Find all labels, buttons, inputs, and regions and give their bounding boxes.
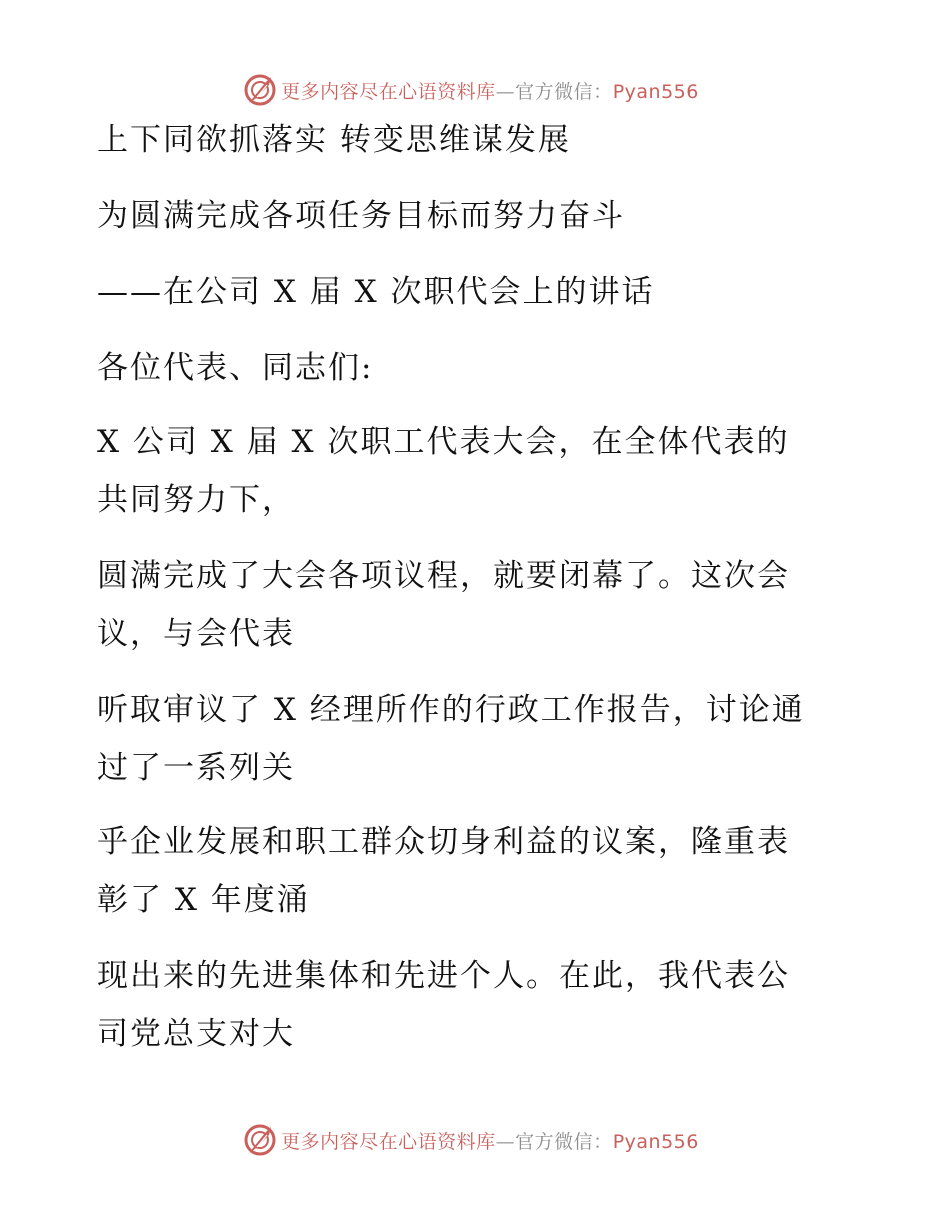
footer-wechat-label: 官方微信： — [515, 1130, 613, 1153]
doc-paragraph-line: 彰了 X 年度涌 — [97, 882, 310, 918]
quill-pen-logo-icon — [243, 1123, 277, 1157]
doc-title-line-1: 上下同欲抓落实 转变思维谋发展 — [97, 122, 571, 158]
doc-paragraph-line: 乎企业发展和职工群众切身利益的议案，隆重表 — [97, 824, 790, 860]
footer-banner-text — [281, 1127, 699, 1154]
header-wechat-id: Pyan556 — [612, 80, 699, 103]
quill-pen-logo-icon — [243, 73, 277, 107]
doc-salutation: 各位代表、同志们: — [97, 350, 374, 386]
header-banner-text — [281, 77, 699, 104]
doc-subtitle: ——在公司 X 届 X 次职代会上的讲话 — [97, 274, 655, 310]
doc-paragraph-line: 议，与会代表 — [97, 616, 295, 652]
doc-paragraph-line: 过了一系列关 — [97, 750, 295, 786]
header-wechat-label: 官方微信： — [515, 80, 613, 103]
footer-banner — [0, 1120, 950, 1160]
doc-paragraph-line: 共同努力下， — [97, 482, 295, 518]
header-banner — [0, 70, 950, 110]
doc-paragraph-line: 司党总支对大 — [97, 1016, 295, 1052]
footer-banner-main: 更多内容尽在心语资料库 — [281, 1130, 496, 1153]
doc-paragraph-line: 圆满完成了大会各项议程，就要闭幕了。这次会 — [97, 558, 790, 594]
doc-paragraph-line: X 公司 X 届 X 次职工代表大会，在全体代表的 — [97, 424, 790, 460]
footer-banner-sep: — — [495, 1130, 516, 1153]
header-banner-sep: — — [495, 80, 516, 103]
doc-title-line-2: 为圆满完成各项任务目标而努力奋斗 — [97, 198, 625, 234]
doc-paragraph-line: 听取审议了 X 经理所作的行政工作报告，讨论通 — [97, 692, 805, 728]
header-banner-main: 更多内容尽在心语资料库 — [281, 80, 496, 103]
footer-wechat-id: Pyan556 — [612, 1130, 699, 1153]
doc-paragraph-line: 现出来的先进集体和先进个人。在此，我代表公 — [97, 958, 790, 994]
